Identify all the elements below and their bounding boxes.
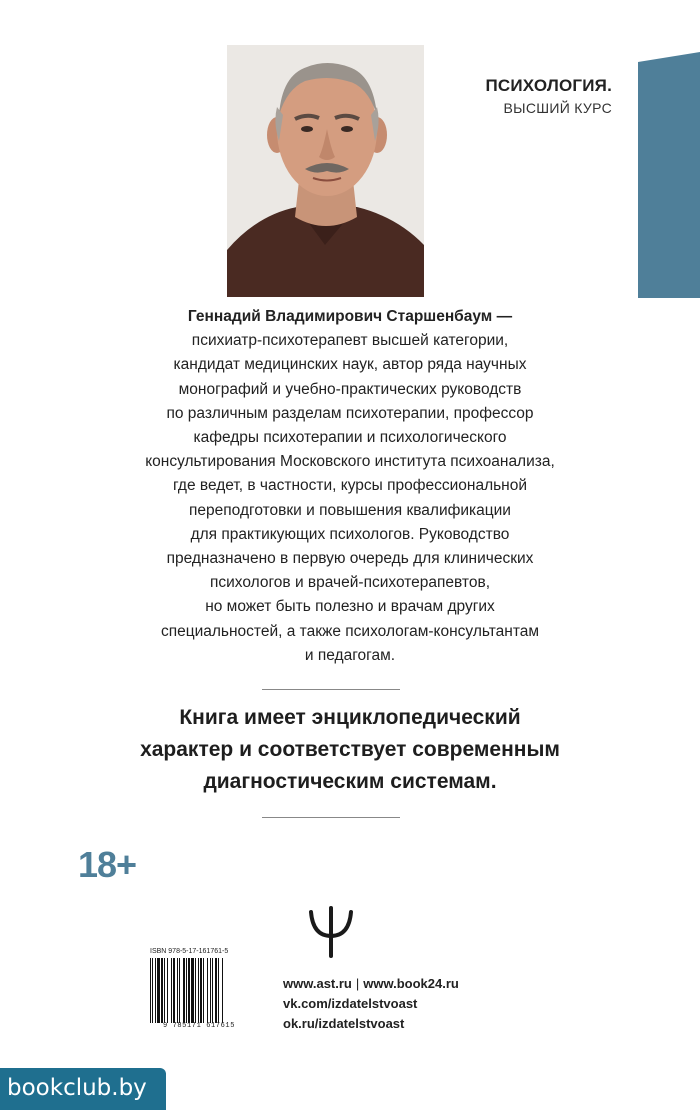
series-block xyxy=(440,76,612,116)
barcode-bar xyxy=(212,958,213,1023)
tagline-line: диагностическим системам. xyxy=(203,770,497,793)
barcode-bar xyxy=(195,958,196,1023)
barcode-bar xyxy=(155,958,156,1023)
bio-line: предназначено в первую очередь для клинических xyxy=(166,550,534,568)
series-title: ПСИХОЛОГИЯ. xyxy=(485,76,612,95)
barcode-bar xyxy=(183,958,185,1023)
barcode-bar xyxy=(215,958,217,1023)
barcode-graphic xyxy=(148,958,250,1023)
barcode-bar xyxy=(152,958,153,1023)
bio-line: специальностей, а также психологам-консультантам xyxy=(160,622,540,640)
link-ok[interactable]: ok.ru/izdatelstvoast xyxy=(283,1016,405,1031)
barcode-digits: 9 785171 617615 xyxy=(162,1022,235,1030)
link-book24[interactable]: www.book24.ru xyxy=(363,976,459,991)
bio-line: психологов и врачей-психотерапевтов, xyxy=(209,574,491,592)
bio-line: психиатр-психотерапевт высшей категории, xyxy=(191,332,509,350)
barcode-bar xyxy=(210,958,211,1023)
book-tagline xyxy=(60,702,640,798)
barcode-bar xyxy=(150,958,151,1023)
link-vk[interactable]: vk.com/izdatelstvoast xyxy=(283,996,418,1011)
barcode-bar xyxy=(157,958,160,1023)
isbn-label: ISBN 978-5-17-161761-5 xyxy=(150,948,229,955)
age-rating: 18+ xyxy=(78,844,137,885)
barcode-bar xyxy=(171,958,172,1023)
barcode-bar xyxy=(198,958,199,1023)
bio-line: но может быть полезно и врачам других xyxy=(205,598,495,616)
barcode-bar xyxy=(207,958,208,1023)
tagline-line: Книга имеет энциклопедический xyxy=(179,706,521,729)
barcode-bar xyxy=(177,958,178,1023)
barcode-bar xyxy=(161,958,163,1023)
barcode-bar xyxy=(203,958,204,1023)
watermark-text: bookclub.by xyxy=(7,1075,147,1101)
psi-logo-icon xyxy=(307,906,355,958)
bio-line: где ведет, в частности, курсы профессиональной xyxy=(172,477,528,495)
series-subtitle: ВЫСШИЙ КУРС xyxy=(503,100,612,116)
watermark-badge xyxy=(0,1068,166,1110)
bio-line: кандидат медицинских наук, автор ряда научных xyxy=(173,356,527,374)
bio-line: по различным разделам психотерапии, профессор xyxy=(166,404,534,422)
bio-line: консультирования Московского института психоанализа, xyxy=(145,453,555,471)
bio-line: монографий и учебно-практических руководств xyxy=(178,380,522,398)
barcode-bar xyxy=(179,958,180,1023)
author-name: Геннадий Владимирович Старшенбаум — xyxy=(187,308,513,325)
barcode-bar xyxy=(222,958,223,1023)
publisher-links xyxy=(283,974,459,1034)
barcode-bar xyxy=(200,958,202,1023)
link-separator: | xyxy=(355,976,360,991)
barcode-bar xyxy=(173,958,175,1023)
bio-line: и педагогам. xyxy=(304,646,396,664)
barcode-bar xyxy=(186,958,187,1023)
barcode-bar xyxy=(188,958,190,1023)
bio-line: для практикующих психологов. Руководство xyxy=(190,525,510,543)
barcode-bar xyxy=(218,958,219,1023)
bio-line: переподготовки и повышения квалификации xyxy=(189,501,511,519)
link-ast[interactable]: www.ast.ru xyxy=(283,976,352,991)
tagline-line: характер и соответствует современным xyxy=(140,738,560,761)
barcode-bar xyxy=(167,958,168,1023)
author-photo xyxy=(227,45,424,297)
author-bio xyxy=(85,305,615,668)
isbn-barcode xyxy=(148,948,250,1034)
accent-bar xyxy=(638,62,700,298)
barcode-bar xyxy=(191,958,194,1023)
barcode-bar xyxy=(164,958,165,1023)
divider-top xyxy=(262,689,400,690)
bio-line: кафедры психотерапии и психологического xyxy=(193,429,507,447)
divider-bottom xyxy=(262,817,400,818)
